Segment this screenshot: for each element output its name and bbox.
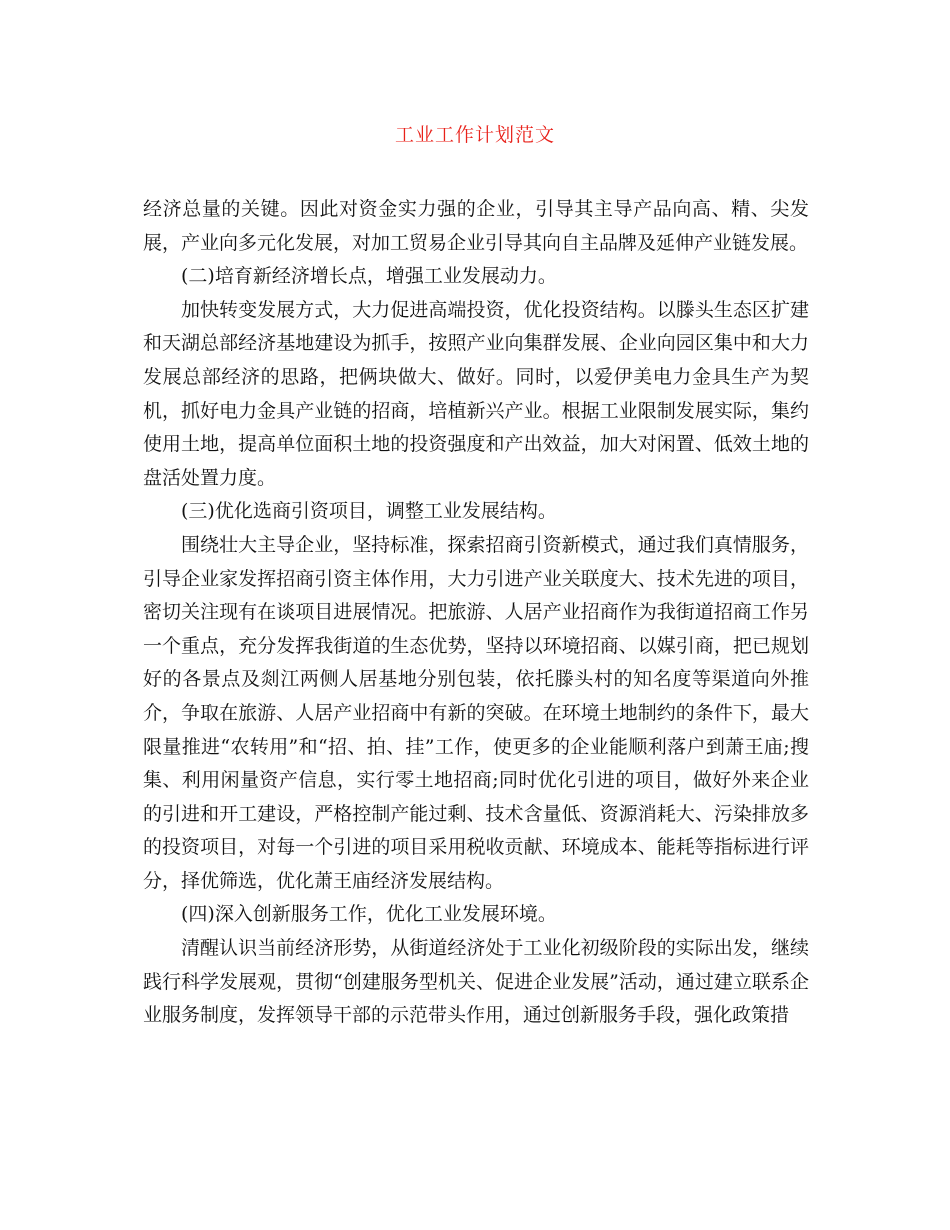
paragraph-2: 加快转变发展方式，大力促进高端投资，优化投资结构。以滕头生态区扩建和天湖总部经济基地建设为抓手，按照产业向集群发展、企业向园区集中和大力发展总部经济的思路，把俩块做大、做好。同时，以爱伊美电力金具生产为契机，抓好电力金具产业链的招商，培植新兴产业。根据工业限制发展实际，集约使用土地，提高单位面积土地的投资强度和产出效益，加大对闲置、低效土地的盘活处置力度。 [143, 298, 809, 489]
page-title: 工业工作计划范文 [394, 124, 555, 146]
document-body [143, 193, 809, 1033]
paragraph-4: 清醒认识当前经济形势，从街道经济处于工业化初级阶段的实际出发，继续践行科学发展观，贯彻“创建服务型机关、促进企业发展”活动，通过建立联系企业服务制度，发挥领导干部的示范带头作用，通过创新服务手段，强化政策措 [143, 937, 809, 1027]
section-heading-2: (二)培育新经济增长点，增强工业发展动力。 [181, 265, 557, 288]
section-heading-3: (三)优化选商引资项目，调整工业发展结构。 [181, 500, 557, 523]
section-heading-4: (四)深入创新服务工作，优化工业发展环境。 [181, 903, 557, 926]
paragraph-1: 经济总量的关键。因此对资金实力强的企业，引导其主导产品向高、精、尖发展，产业向多元化发展，对加工贸易企业引导其向自主品牌及延伸产业链发展。 [143, 198, 809, 254]
paragraph-3: 围绕壮大主导企业，坚持标准，探索招商引资新模式，通过我们真情服务，引导企业家发挥招商引资主体作用，大力引进产业关联度大、技术先进的项目，密切关注现有在谈项目进展情况。把旅游、人居产业招商作为我街道招商工作另一个重点，充分发挥我街道的生态优势，坚持以环境招商、以媒引商，把已规划好的各景点及剡江两侧人居基地分别包装，依托滕头村的知名度等渠道向外推介，争取在旅游、人居产业招商中有新的突破。在环境土地制约的条件下，最大限量推进“农转用”和“招、拍、挂”工作，使更多的企业能顺利落户到萧王庙;搜集、利用闲量资产信息，实行零土地招商;同时优化引进的项目，做好外来企业的引进和开工建设，严格控制产能过剩、技术含量低、资源消耗大、污染排放多的投资项目，对每一个引进的项目采用税收贡献、环境成本、能耗等指标进行评分，择优筛选，优化萧王庙经济发展结构。 [143, 533, 809, 892]
